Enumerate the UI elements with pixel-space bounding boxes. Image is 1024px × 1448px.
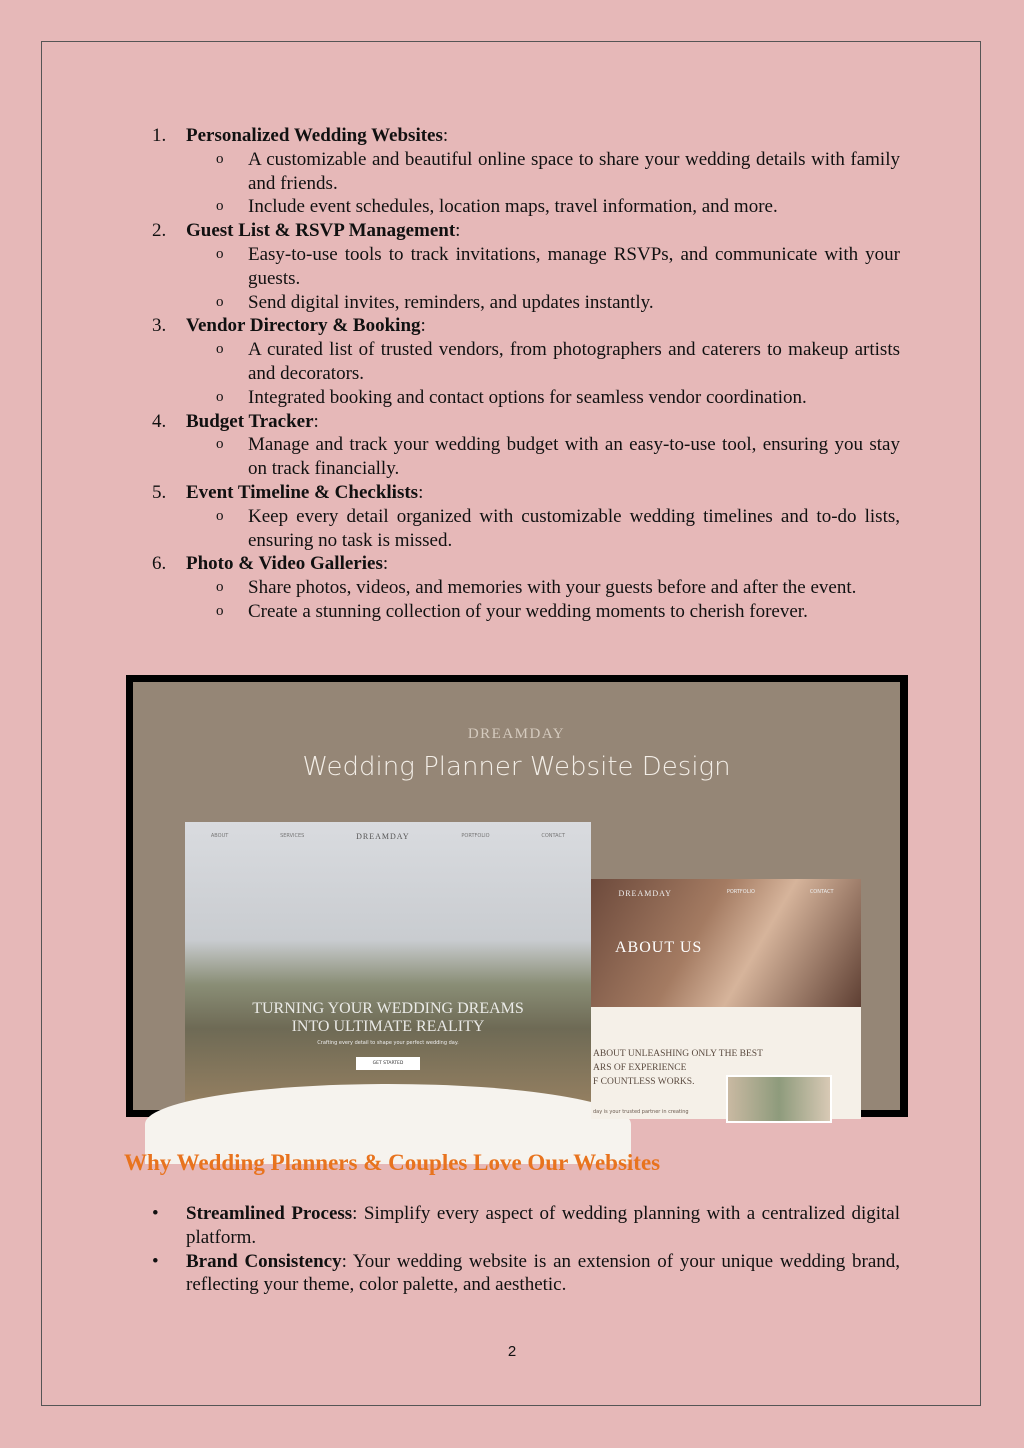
mockup-get-started-button: GET STARTED [356, 1057, 420, 1070]
feature-item: 6. Photo & Video Galleries: o Share photos, videos, and memories with your guests before and after the event. o Create a stunning collection of your wedding moments to cherish forever. [152, 552, 900, 623]
item-number: 4. [152, 410, 167, 432]
sub-item: o Easy-to-use tools to track invitations, manage RSVPs, and communicate with your guests. [216, 243, 900, 289]
feature-item: 3. Vendor Directory & Booking: o A curated list of trusted vendors, from photographers and caterers to makeup artists and decorators. o Integrated booking and contact options for seamless vendor coordination. [152, 315, 900, 408]
features-list [152, 124, 900, 624]
about-heading: ABOUT US [615, 939, 703, 956]
item-number: 3. [152, 315, 167, 337]
benefit-item: • Streamlined Process: Simplify every aspect of wedding planning with a centralized digital platform. [152, 1203, 900, 1248]
feature-title: Photo & Video Galleries [186, 553, 383, 575]
sub-item: o Manage and track your wedding budget with an easy-to-use tool, ensuring you stay on track financially. [216, 434, 900, 480]
sub-item: o Send digital invites, reminders, and updates instantly. [216, 291, 654, 313]
mockup-tagline: Crafting every detail to shape your perfect wedding day. [317, 1040, 459, 1046]
feature-title: Personalized Wedding Websites [186, 125, 443, 146]
feature-item: 4. Budget Tracker: o Manage and track your wedding budget with an easy-to-use tool, ensuring you stay on track financially. [152, 410, 900, 480]
about-footer-text: day is your trusted partner in creating [593, 1109, 689, 1115]
sub-item: o A curated list of trusted vendors, from photographers and caterers to makeup artists and decorators. [216, 339, 900, 384]
image-title: Wedding Planner Website Design [302, 752, 731, 782]
sub-item: o Create a stunning collection of your wedding moments to cherish forever. [216, 600, 808, 622]
sub-item: o A customizable and beautiful online space to share your wedding details with family and friends. [216, 148, 900, 194]
mockup-nav: ABOUT SERVICES DREAMDAY PORTFOLIO CONTACT [210, 831, 566, 841]
mockup-headline: TURNING YOUR WEDDING DREAMS INTO ULTIMATE REALITY [252, 1000, 524, 1035]
item-number: 1. [152, 125, 167, 146]
item-number: 5. [152, 481, 167, 503]
sub-item: o Integrated booking and contact options for seamless vendor coordination. [216, 386, 807, 408]
sub-item: o Keep every detail organized with customizable wedding timelines and to-do lists, ensuring no task is missed. [216, 505, 900, 551]
feature-item: 2. Guest List & RSVP Management: o Easy-to-use tools to track invitations, manage RSVPs, and communicate with your guests. o Send digital invites, reminders, and updates instantly. [152, 220, 900, 313]
homepage-mockup [185, 822, 591, 1117]
about-nav: DREAMDAY PORTFOLIO CONTACT [618, 889, 834, 898]
feature-item: 5. Event Timeline & Checklists: o Keep every detail organized with customizable wedding timelines and to-do lists, ensuring no task is missed. [152, 481, 900, 551]
feature-title: Budget Tracker [186, 410, 314, 432]
item-number: 2. [152, 220, 167, 242]
brand-logo: DREAMDAY [467, 726, 566, 742]
feature-title: Vendor Directory & Booking [186, 315, 421, 337]
feature-title: Event Timeline & Checklists [186, 481, 419, 503]
item-number: 6. [152, 553, 167, 575]
feature-item: 1. Personalized Wedding Websites: o A customizable and beautiful online space to share your wedding details with family and friends. o Include event schedules, location maps, travel information, and more. [152, 125, 900, 218]
about-photo [726, 1075, 832, 1123]
section-title: Why Wedding Planners & Couples Love Our Websites [124, 1150, 661, 1175]
website-design-image [126, 675, 908, 1117]
page-number: 2 [507, 1343, 517, 1360]
about-text: ABOUT UNLEASHING ONLY THE BEST ARS OF EXPERIENCE F COUNTLESS WORKS. [593, 1049, 763, 1087]
benefit-item: • Brand Consistency: Your wedding website is an extension of your unique wedding brand, reflecting your theme, color palette, and aesthetic. [152, 1250, 900, 1296]
image-canvas [133, 682, 900, 1115]
about-page-mockup [591, 879, 861, 1119]
benefits-list [152, 1202, 900, 1297]
sub-item: o Share photos, videos, and memories with your guests before and after the event. [216, 577, 857, 599]
feature-title: Guest List & RSVP Management [186, 220, 456, 242]
sub-item: o Include event schedules, location maps, travel information, and more. [216, 196, 778, 218]
